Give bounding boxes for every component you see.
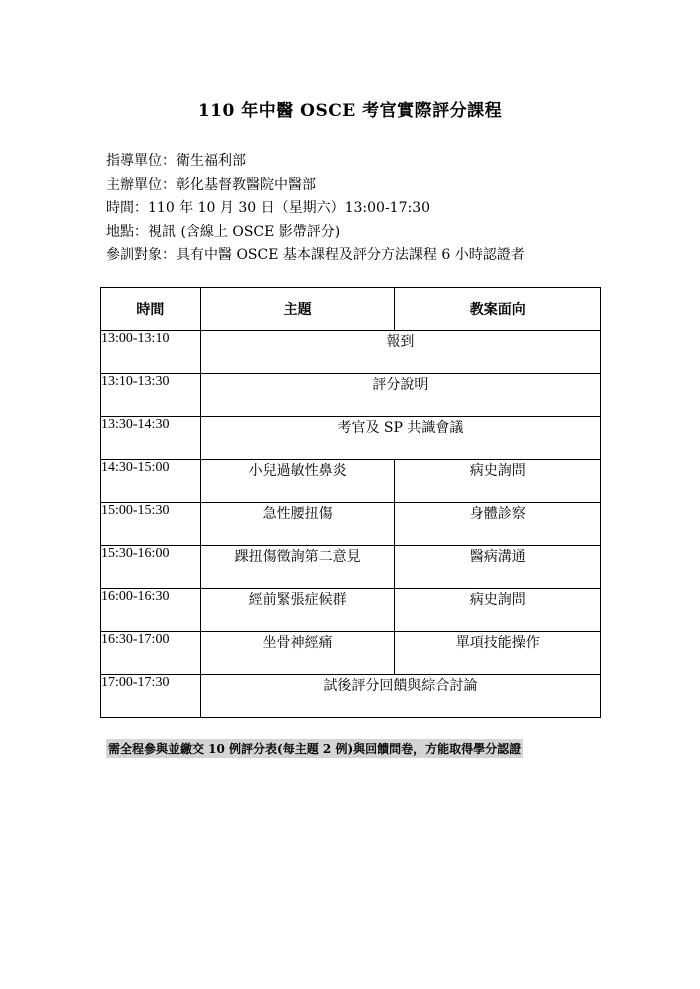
row-time: 17:00-17:30 <box>101 675 201 718</box>
row-topic: 經前緊張症候群 <box>200 589 395 632</box>
table-row <box>101 460 601 503</box>
row-topic: 急性腰扭傷 <box>200 503 395 546</box>
row-merged: 報到 <box>200 331 600 374</box>
row-aspect: 單項技能操作 <box>395 632 601 675</box>
table-header-row <box>101 288 601 331</box>
info-participants: 參訓對象：具有中醫 OSCE 基本課程及評分方法課程 6 小時認證者 <box>106 247 525 263</box>
row-time: 13:00-13:10 <box>101 331 201 374</box>
info-location: 地點：視訊 (含線上 OSCE 影帶評分) <box>106 223 341 240</box>
row-aspect: 身體診察 <box>395 503 601 546</box>
row-time: 13:30-14:30 <box>101 417 201 460</box>
row-merged: 試後評分回饋與綜合討論 <box>200 675 600 718</box>
row-time: 16:00-16:30 <box>101 589 201 632</box>
row-topic: 坐骨神經痛 <box>200 632 395 675</box>
row-time: 14:30-15:00 <box>101 460 201 503</box>
header-topic: 主題 <box>200 288 395 331</box>
row-time: 15:00-15:30 <box>101 503 201 546</box>
course-info <box>106 150 525 268</box>
table-row <box>101 675 601 718</box>
info-time: 時間：110 年 10 月 30 日（星期六）13:00-17:30 <box>106 200 431 216</box>
row-aspect: 病史詢問 <box>395 589 601 632</box>
schedule-table <box>100 287 601 718</box>
table-row <box>101 589 601 632</box>
table-row <box>101 503 601 546</box>
row-time: 13:10-13:30 <box>101 374 201 417</box>
row-time: 16:30-17:00 <box>101 632 201 675</box>
row-merged: 考官及 SP 共識會議 <box>200 417 600 460</box>
document-title: 110 年中醫 OSCE 考官實際評分課程 <box>197 101 503 121</box>
info-organizer: 指導單位：衛生福利部 <box>106 153 246 169</box>
certification-note: 需全程參與並繳交 10 例評分表(每主題 2 例)與回饋問卷，方能取得學分認證 <box>106 739 523 758</box>
row-aspect: 病史詢問 <box>395 460 601 503</box>
row-topic: 小兒過敏性鼻炎 <box>200 460 395 503</box>
row-aspect: 醫病溝通 <box>395 546 601 589</box>
table-row <box>101 331 601 374</box>
table-row <box>101 546 601 589</box>
table-row <box>101 374 601 417</box>
row-topic: 踝扭傷徵詢第二意見 <box>200 546 395 589</box>
table-row <box>101 417 601 460</box>
info-host: 主辦單位：彰化基督教醫院中醫部 <box>106 176 316 193</box>
header-aspect: 教案面向 <box>395 288 601 331</box>
row-time: 15:30-16:00 <box>101 546 201 589</box>
row-merged: 評分說明 <box>200 374 600 417</box>
header-time: 時間 <box>101 288 201 331</box>
table-row <box>101 632 601 675</box>
